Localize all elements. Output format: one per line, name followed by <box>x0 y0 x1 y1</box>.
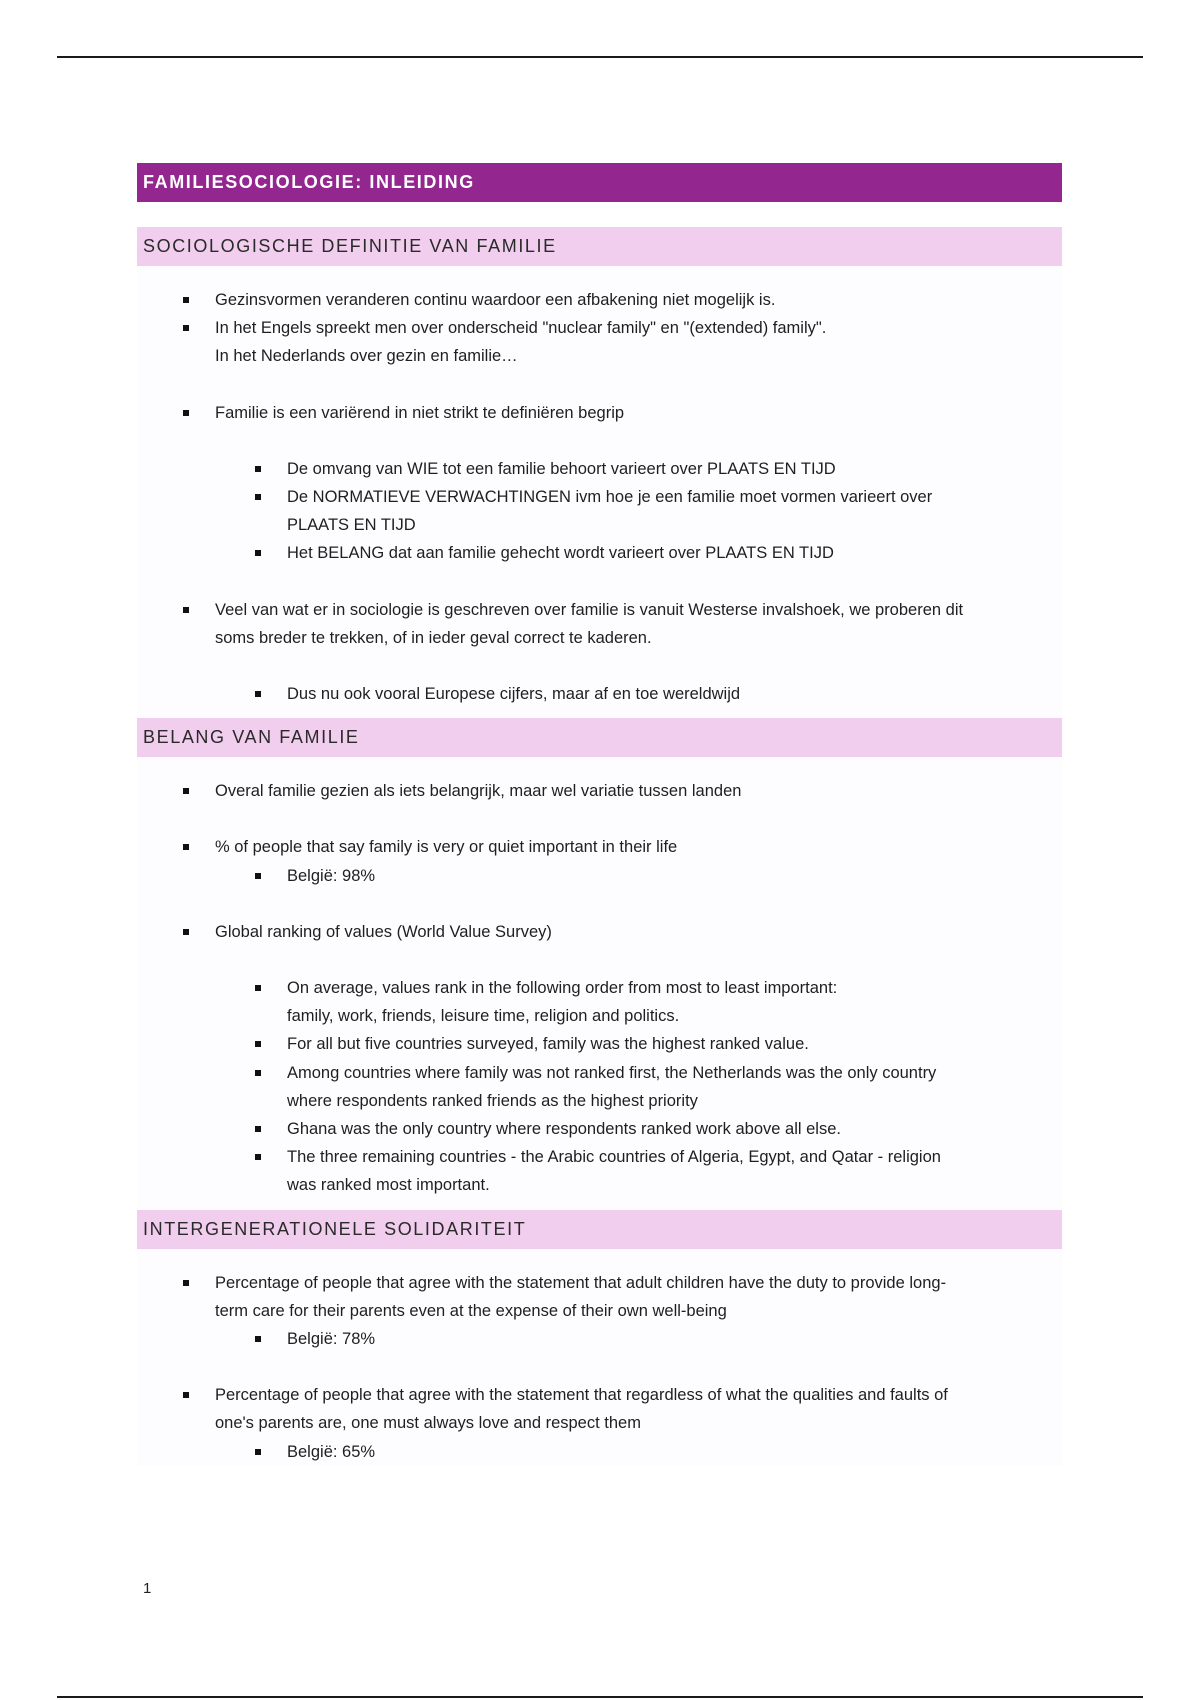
bullet-icon <box>255 1070 261 1076</box>
list-item: The three remaining countries - the Arabic countries of Algeria, Egypt, and Qatar - religion was ranked most important. <box>137 1143 1062 1199</box>
list-item: De NORMATIEVE VERWACHTINGEN ivm hoe je een familie moet vormen varieert over PLAATS EN TIJD <box>137 483 1062 539</box>
bullet-icon <box>255 985 261 991</box>
list-item: België: 65% <box>137 1438 1062 1466</box>
bullet-icon <box>255 1126 261 1132</box>
bullet-icon <box>255 873 261 879</box>
list-item: Gezinsvormen veranderen continu waardoor een afbakening niet mogelijk is. <box>137 286 1062 314</box>
list-item: Het BELANG dat aan familie gehecht wordt varieert over PLAATS EN TIJD <box>137 539 1062 567</box>
page-number: 1 <box>143 1580 152 1597</box>
section-heading-belang: BELANG VAN FAMILIE <box>137 718 1062 757</box>
bullet-icon <box>255 466 261 472</box>
list-item: For all but five countries surveyed, family was the highest ranked value. <box>137 1030 1062 1058</box>
bullet-icon <box>183 1280 189 1286</box>
list-item: Percentage of people that agree with the statement that adult children have the duty to provide long- term care for their parents even at the expense of their own well-being <box>137 1269 1062 1325</box>
bullet-icon <box>183 297 189 303</box>
bullet-icon <box>255 494 261 500</box>
bullet-icon <box>183 410 189 416</box>
document-body <box>137 163 1062 1466</box>
list-item: Percentage of people that agree with the statement that regardless of what the qualities and faults of one's parents are, one must always love and respect them <box>137 1381 1062 1437</box>
bottom-rule <box>57 1696 1143 1698</box>
bullet-icon <box>183 607 189 613</box>
list-item: On average, values rank in the following order from most to least important: family, work, friends, leisure time, religion and politics. <box>137 974 1062 1030</box>
bullet-icon <box>255 1336 261 1342</box>
bullet-icon <box>183 844 189 850</box>
section-heading-definitie: SOCIOLOGISCHE DEFINITIE VAN FAMILIE <box>137 227 1062 266</box>
bullet-icon <box>255 1449 261 1455</box>
section-body-definitie <box>137 266 1062 718</box>
list-item: België: 98% <box>137 862 1062 890</box>
bullet-icon <box>255 691 261 697</box>
bullet-icon <box>255 1041 261 1047</box>
bullet-icon <box>183 325 189 331</box>
bullet-icon <box>183 929 189 935</box>
document-title: FAMILIESOCIOLOGIE: INLEIDING <box>137 163 1062 202</box>
bullet-icon <box>183 1392 189 1398</box>
list-item: Among countries where family was not ranked first, the Netherlands was the only country where respondents ranked friends as the highest priority <box>137 1059 1062 1115</box>
bullet-icon <box>255 1154 261 1160</box>
list-item: Ghana was the only country where respondents ranked work above all else. <box>137 1115 1062 1143</box>
list-item: Familie is een variërend in niet strikt te definiëren begrip <box>137 399 1062 427</box>
bullet-icon <box>255 550 261 556</box>
list-item: Dus nu ook vooral Europese cijfers, maar af en toe wereldwijd <box>137 680 1062 708</box>
list-item: In het Engels spreekt men over onderscheid "nuclear family" en "(extended) family". In het Nederlands over gezin en familie… <box>137 314 1062 370</box>
list-item: Veel van wat er in sociologie is geschreven over familie is vanuit Westerse invalshoek, we proberen dit soms breder te trekken, of in ieder geval correct te kaderen. <box>137 596 1062 652</box>
section-body-belang <box>137 757 1062 1209</box>
section-heading-solidariteit: INTERGENERATIONELE SOLIDARITEIT <box>137 1210 1062 1249</box>
list-item: Overal familie gezien als iets belangrijk, maar wel variatie tussen landen <box>137 777 1062 805</box>
list-item: De omvang van WIE tot een familie behoort varieert over PLAATS EN TIJD <box>137 455 1062 483</box>
top-rule <box>57 56 1143 58</box>
list-item: % of people that say family is very or quiet important in their life <box>137 833 1062 861</box>
bullet-icon <box>183 788 189 794</box>
list-item: Global ranking of values (World Value Survey) <box>137 918 1062 946</box>
list-item: België: 78% <box>137 1325 1062 1353</box>
section-body-solidariteit <box>137 1249 1062 1466</box>
